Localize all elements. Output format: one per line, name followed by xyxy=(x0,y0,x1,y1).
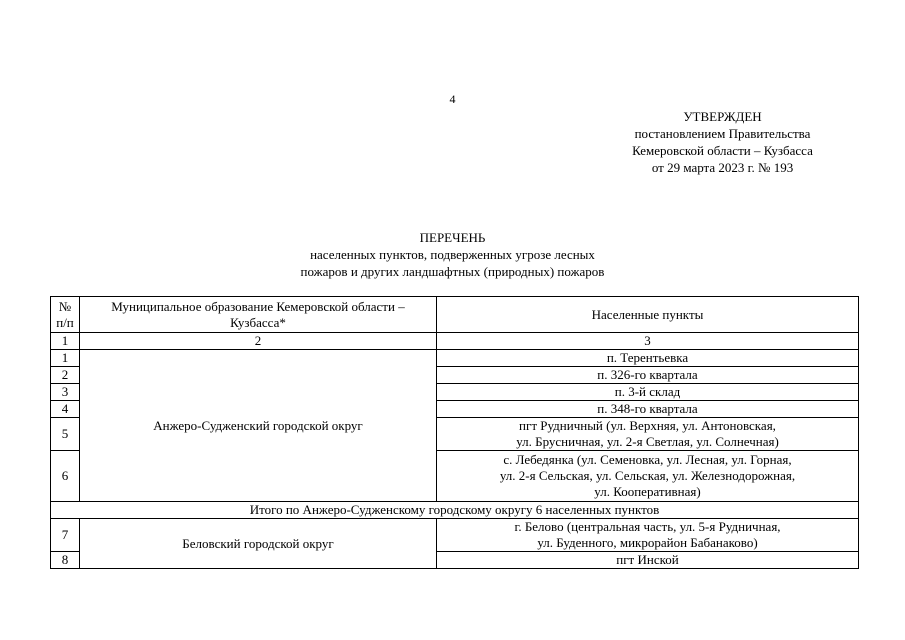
column-number-row xyxy=(51,333,859,350)
header-number: № п/п xyxy=(51,297,80,333)
row-number: 5 xyxy=(51,418,80,451)
table-row xyxy=(51,350,859,367)
column-number: 1 xyxy=(51,333,80,350)
header-settlements: Населенные пункты xyxy=(437,297,859,333)
approval-date: от 29 марта 2023 г. № 193 xyxy=(651,160,794,175)
page-number: 4 xyxy=(449,92,456,106)
row-number: 8 xyxy=(51,552,80,569)
row-number: 2 xyxy=(51,367,80,384)
settlement-cell: п. Терентьевка xyxy=(437,350,859,367)
approval-stamp xyxy=(600,108,845,176)
title-subtitle-line1: населенных пунктов, подверженных угрозе лесных xyxy=(310,247,595,262)
settlement-cell: п. 326-го квартала xyxy=(437,367,859,384)
subtotal-cell: Итого по Анжеро-Судженскому городскому округу 6 населенных пунктов xyxy=(51,502,859,519)
row-number: 1 xyxy=(51,350,80,367)
settlement-cell: пгт Инской xyxy=(437,552,859,569)
approval-heading: УТВЕРЖДЕН xyxy=(683,109,762,124)
column-number: 3 xyxy=(437,333,859,350)
settlement-cell: пгт Рудничный (ул. Верхняя, ул. Антоновская, ул. Брусничная, ул. 2-я Светлая, ул. Солнечная) xyxy=(437,418,859,451)
municipality-cell: Беловский городской округ xyxy=(80,519,437,569)
settlement-cell: п. 348-го квартала xyxy=(437,401,859,418)
title-heading: ПЕРЕЧЕНЬ xyxy=(419,230,486,245)
approval-authority: Кемеровской области – Кузбасса xyxy=(632,143,813,158)
table-header-row xyxy=(51,297,859,333)
settlement-cell: п. 3-й склад xyxy=(437,384,859,401)
settlements-table xyxy=(50,296,859,569)
document-title xyxy=(0,229,905,280)
municipality-cell: Анжеро-Судженский городской округ xyxy=(80,350,437,502)
approval-resolution: постановлением Правительства xyxy=(634,126,811,141)
subtotal-row xyxy=(51,502,859,519)
row-number: 4 xyxy=(51,401,80,418)
header-municipality: Муниципальное образование Кемеровской области – Кузбасса* xyxy=(80,297,437,333)
column-number: 2 xyxy=(80,333,437,350)
settlement-cell: г. Белово (центральная часть, ул. 5-я Рудничная, ул. Буденного, микрорайон Бабанаково) xyxy=(437,519,859,552)
settlement-cell: с. Лебедянка (ул. Семеновка, ул. Лесная, ул. Горная, ул. 2-я Сельская, ул. Сельская, ул. Железнодорожная, ул. Кооперативная) xyxy=(437,451,859,502)
row-number: 3 xyxy=(51,384,80,401)
row-number: 6 xyxy=(51,451,80,502)
table-row xyxy=(51,519,859,552)
row-number: 7 xyxy=(51,519,80,552)
title-subtitle-line2: пожаров и других ландшафтных (природных) пожаров xyxy=(300,264,605,279)
